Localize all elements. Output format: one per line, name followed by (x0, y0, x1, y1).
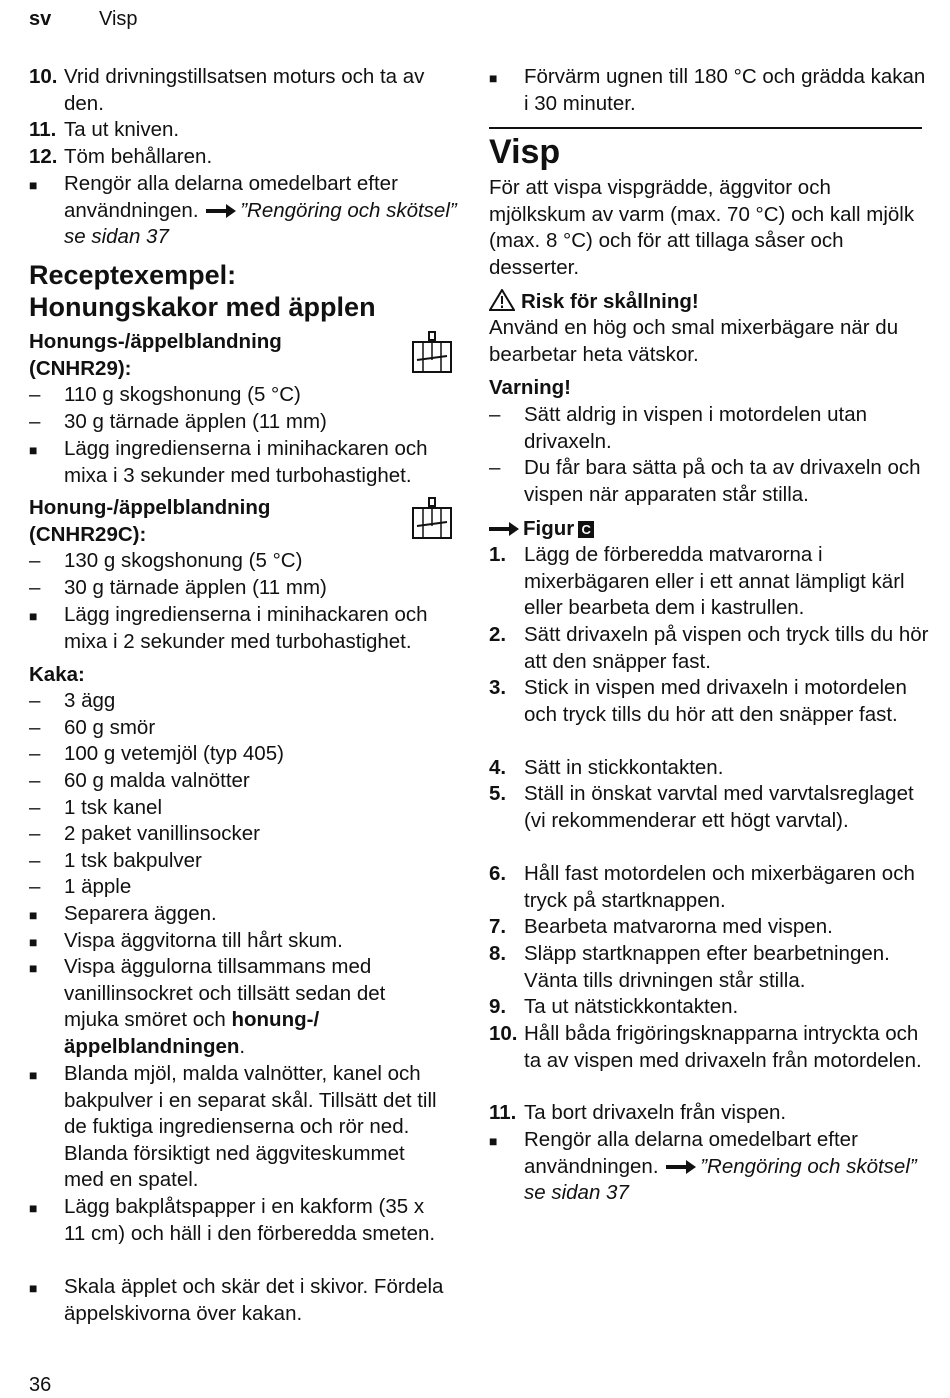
language-code: sv (29, 8, 52, 30)
mix1-heading: Honungs-/äppelblandning (CNHR29): (29, 330, 282, 380)
bullet-marker: ■ (29, 608, 38, 624)
cake-step (29, 901, 461, 928)
ingredient-text: 1 äpple (64, 875, 132, 898)
dash-marker: – (29, 576, 41, 599)
visp-step (489, 781, 929, 834)
mini-chopper-icon (409, 330, 455, 378)
clean-note (29, 171, 461, 251)
mix2-heading: Honung-/äppelblandning (CNHR29C): (29, 496, 271, 546)
dash-marker: – (29, 822, 41, 845)
ingredient-text: 60 g malda valnötter (64, 769, 250, 792)
dash-marker: – (29, 742, 41, 765)
instruction-text: Lägg ingredienserna i minihackaren och mixa i 2 sekunder med turbohastighet. (64, 603, 428, 653)
cake-ingredient (29, 848, 461, 875)
clean-note-text: Rengör alla delarna omedelbart efter användningen. (524, 1128, 858, 1178)
bullet-marker: ■ (29, 1200, 38, 1216)
step-number: 3. (489, 676, 507, 699)
mix2-ingredient (29, 575, 461, 602)
cake-step (29, 1274, 449, 1327)
cake-ingredient (29, 768, 461, 795)
bullet-marker: ■ (29, 960, 38, 976)
step-11 (29, 117, 461, 144)
cake-ingredient (29, 874, 461, 901)
dash-marker: – (29, 689, 41, 712)
recipe-heading (29, 259, 376, 323)
cake-step (29, 1061, 449, 1194)
step-number: 4. (489, 756, 507, 779)
step-number: 2. (489, 623, 507, 646)
instruction-text: . (239, 1034, 246, 1058)
step-10 (29, 64, 461, 117)
step-text: Håll båda frigöringsknapparna intryckta och ta av vispen med drivaxeln från motordelen. (524, 1022, 922, 1072)
intro-text: För att vispa vispgrädde, äggvitor och mjölkskum av varm (max. 70 °C) och kall mjölk (max. 8 °C) och för att tillaga såser och desserter. (489, 176, 915, 279)
step-text: Lägg de förberedda matvarorna i mixerbägaren eller i ett annat lämpligt kärl eller bearbeta dem i kastrullen. (524, 543, 905, 620)
cake-ingredient (29, 821, 461, 848)
danger-text: Använd en hög och smal mixerbägare när du bearbetar heta vätskor. (489, 316, 899, 366)
step-text: Bearbeta matvarorna med vispen. (524, 915, 833, 938)
step-number: 10. (489, 1022, 518, 1045)
ingredient-text: 110 g skogshonung (5 °C) (64, 383, 301, 406)
visp-step (489, 994, 929, 1021)
visp-step (489, 675, 929, 728)
section-divider (489, 127, 922, 129)
bullet-marker: ■ (29, 1067, 38, 1083)
preheat-note (489, 64, 929, 117)
step-text: Ställ in önskat varvtal med varvtalsreglaget (vi rekommenderar ett högt varvtal). (524, 782, 914, 832)
dash-marker: – (29, 875, 41, 898)
step-text: Stick in vispen med drivaxeln i motordelen och tryck tills du hör att den snäpper fast. (524, 676, 907, 726)
cake-heading: Kaka: (29, 663, 85, 686)
section-heading: Visp (489, 133, 561, 171)
warning-text: Du får bara sätta på och ta av drivaxeln och vispen när apparaten står stilla. (524, 456, 921, 506)
step-text: Ta bort drivaxeln från vispen. (524, 1101, 787, 1124)
cake-ingredient (29, 715, 461, 742)
cake-step (29, 1194, 449, 1247)
step-text: Släpp startknappen efter bearbetningen. Vänta tills drivningen står stilla. (524, 942, 890, 992)
instruction-text: Lägg ingredienserna i minihackaren och mixa i 3 sekunder med turbohastighet. (64, 437, 428, 487)
bullet-marker: ■ (29, 442, 38, 458)
visp-step (489, 755, 929, 782)
cake-ingredient (29, 741, 461, 768)
step-12 (29, 144, 461, 171)
figure-reference[interactable] (489, 516, 594, 543)
recipe-heading-line1: Receptexempel: (29, 260, 237, 290)
visp-step (489, 622, 929, 675)
dash-marker: – (29, 769, 41, 792)
mini-chopper-icon (409, 496, 455, 544)
visp-step (489, 941, 929, 994)
clean-note-text: Rengör alla delarna omedelbart efter användningen. (64, 172, 398, 222)
cake-ingredient (29, 688, 461, 715)
arrow-right-icon (489, 522, 519, 536)
dash-marker: – (489, 403, 501, 426)
mix2-ingredient (29, 548, 461, 575)
recipe-heading-line2: Honungskakor med äpplen (29, 292, 376, 322)
step-number: 11. (29, 118, 57, 141)
mix2-instruction (29, 602, 461, 655)
dash-marker: – (29, 849, 41, 872)
ingredient-text: 100 g vetemjöl (typ 405) (64, 742, 284, 765)
instruction-text: Blanda mjöl, malda valnötter, kanel och bakpulver i en separat skål. Tillsätt det till de fuktiga ingredienserna och rör ned. Blanda försiktigt ned äggviteskummet med en spatel. (64, 1062, 437, 1192)
step-number: 1. (489, 543, 507, 566)
step-number: 6. (489, 862, 507, 885)
instruction-text: Lägg bakplåtspapper i en kakform (35 x 11 cm) och häll i den förberedda smeten. (64, 1195, 436, 1245)
bullet-marker: ■ (29, 934, 38, 950)
bullet-marker: ■ (489, 70, 498, 86)
instruction-text: Skala äpplet och skär det i skivor. Fördela äppelskivorna över kakan. (64, 1275, 444, 1325)
bullet-marker: ■ (29, 907, 38, 923)
warning-item (489, 455, 929, 508)
dash-marker: – (29, 549, 41, 572)
cake-ingredient (29, 795, 461, 822)
step-number: 7. (489, 915, 507, 938)
warning-text: Sätt aldrig in vispen i motordelen utan drivaxeln. (524, 403, 868, 453)
dash-marker: – (489, 456, 501, 479)
clean-note (489, 1127, 929, 1207)
step-text: Ta ut nätstickkontakten. (524, 995, 739, 1018)
arrow-right-icon (206, 204, 236, 218)
step-number: 11. (489, 1101, 517, 1124)
section-title: Visp (99, 8, 138, 30)
danger-heading-text: Risk för skållning! (521, 290, 699, 313)
ingredient-text: 60 g smör (64, 716, 156, 739)
step-number: 9. (489, 995, 507, 1018)
step-text: Sätt in stickkontakten. (524, 756, 724, 779)
dash-marker: – (29, 410, 41, 433)
dash-marker: – (29, 716, 41, 739)
ingredient-text: 130 g skogshonung (5 °C) (64, 549, 303, 572)
warning-triangle-icon (489, 289, 515, 311)
visp-step (489, 1021, 929, 1074)
instruction-text: Vispa äggulorna tillsammans med vanillinsockret och tillsätt sedan det mjuka smöret och (64, 955, 386, 1032)
mix1-ingredient (29, 382, 461, 409)
step-text: Vrid drivningstillsatsen moturs och ta av den. (64, 65, 425, 115)
dash-marker: – (29, 383, 41, 406)
bullet-marker: ■ (489, 1133, 498, 1149)
cross-reference-link[interactable]: ”Rengöring och skötsel” se sidan 37 (64, 198, 457, 249)
page-number: 36 (29, 1374, 52, 1396)
instruction-bold: honung-/ äppelblandningen (64, 1008, 320, 1058)
mix1-instruction (29, 436, 461, 489)
ingredient-text: 1 tsk kanel (64, 796, 162, 819)
step-text: Sätt drivaxeln på vispen och tryck tills du hör att den snäpper fast. (524, 623, 929, 673)
visp-step (489, 861, 929, 914)
instruction-text: Förvärm ugnen till 180 °C och grädda kakan i 30 minuter. (524, 65, 926, 115)
ingredient-text: 3 ägg (64, 689, 116, 712)
step-number: 10. (29, 65, 58, 88)
figure-letter-badge: C (578, 521, 594, 538)
figure-label: Figur (523, 517, 575, 540)
step-number: 12. (29, 145, 58, 168)
danger-heading (489, 289, 699, 316)
step-number: 8. (489, 942, 507, 965)
step-text: Håll fast motordelen och mixerbägaren och tryck på startknappen. (524, 862, 915, 912)
instruction-text: Vispa äggvitorna till hårt skum. (64, 929, 343, 952)
visp-step (489, 1100, 929, 1127)
cake-step (29, 928, 461, 955)
mix1-ingredient (29, 409, 461, 436)
bullet-marker: ■ (29, 1280, 38, 1296)
step-text: Ta ut kniven. (64, 118, 180, 141)
step-number: 5. (489, 782, 507, 805)
cross-reference-link[interactable]: ”Rengöring och skötsel” se sidan 37 (524, 1154, 917, 1205)
visp-step (489, 914, 929, 941)
bullet-marker: ■ (29, 177, 38, 193)
step-text: Töm behållaren. (64, 145, 213, 168)
dash-marker: – (29, 796, 41, 819)
ingredient-text: 1 tsk bakpulver (64, 849, 202, 872)
visp-step (489, 542, 929, 622)
warning-item (489, 402, 929, 455)
cake-step (29, 954, 389, 1060)
ingredient-text: 30 g tärnade äpplen (11 mm) (64, 576, 327, 599)
ingredient-text: 2 paket vanillinsocker (64, 822, 260, 845)
arrow-right-icon (666, 1160, 696, 1174)
running-header (29, 6, 138, 32)
ingredient-text: 30 g tärnade äpplen (11 mm) (64, 410, 327, 433)
warning-heading: Varning! (489, 376, 572, 399)
instruction-text: Separera äggen. (64, 902, 217, 925)
